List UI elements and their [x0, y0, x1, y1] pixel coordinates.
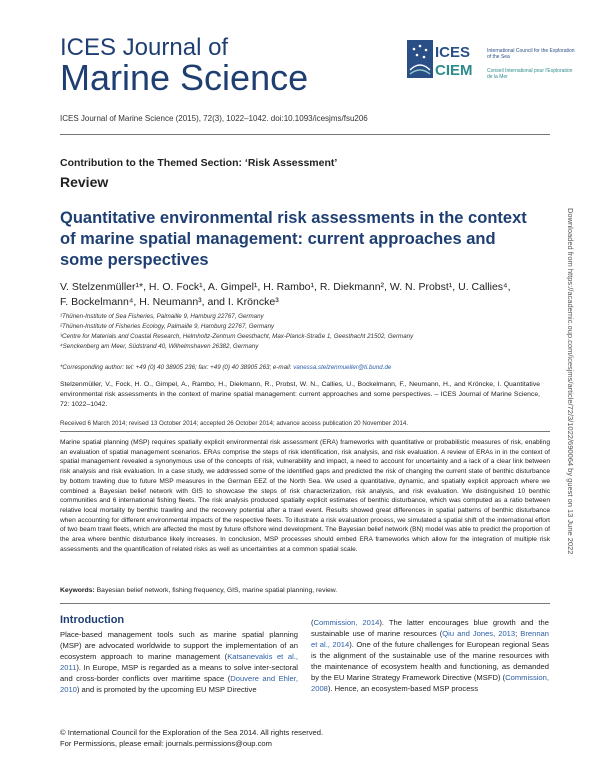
reference-link[interactable]: Commission, 2008 [311, 673, 549, 693]
correspondence-details: *Corresponding author: tel: +49 (0) 40 38905 236; fax: +49 (0) 40 38905 263; e-mail: [60, 364, 294, 371]
intro-text: ). One of the future challenges for European regional Seas is the alignment of the sustainable use of the marine resources with the maintenance of ecosystem health and functioning, as demanded by the EU Marine Strategy Framework Directive (MSFD) ( [311, 640, 549, 682]
reference-link[interactable]: Qiu and Jones, 2013 [442, 629, 516, 638]
affiliation-3: ³Centre for Materials and Coastal Research, Helmholtz-Zentrum Geesthacht, Max-Planck-Straße 1, Geesthacht 21502, Germany [60, 333, 414, 340]
intro-text: ). In Europe, MSP is regarded as a means to solve inter-sectoral and cross-border conflicts over maritime space ( [60, 663, 298, 683]
keywords-divider [60, 603, 550, 604]
reference-link[interactable]: Brennan et al., 2014 [311, 629, 549, 649]
introduction-heading: Introduction [60, 614, 125, 626]
journal-name-line2: Marine Science [60, 57, 309, 98]
keywords [60, 587, 550, 594]
author-line-2: F. Bockelmann⁴, H. Neumann³, and I. Kröncke³ [60, 296, 279, 308]
footer [60, 727, 323, 749]
abstract-divider [60, 431, 550, 432]
ices-emblem-icon [407, 40, 433, 78]
corresponding-author [60, 364, 540, 371]
abstract: Marine spatial planning (MSP) requires spatially explicit environmental risk assessment (ERA) frameworks with quantitative or probabilistic measures of risk, enabling an evaluation of spatial management scenarios. ERAs comprise the steps of risk identification, risk analysis, and risk evaluation. A review of ERAs in in the context of spatial management revealed a synonymous use of the concepts of risk, vulnerability and impact, a need to account for uncertainty and a lack of a clear link between risk analysis and risk evaluation. In a case study, we addressed some of the identified gaps and predicted the risk of changing the current state of benthic disturbance by bottom trawling due to future MSP measures in the German EEZ of the North Sea. We used a quantitative, dynamic, and spatially explicit approach where we combined a Bayesian belief network with GIS to showcase the steps of risk characterization, risk analysis, and risk evaluation. We distinguished 10 benthic communities and 6 international fishing fleets. The risk analysis produced spatially explicit estimates of benthic disturbance, which was computed as a ratio between relative local mortality by benthic trawling and the recovery potential after a trawl event. Results showed great differences in spatial patterns of benthic disturbance when accounting for different environmental impacts of the respective fleets. To illustrate a risk evaluation process, we simulated a spatial shift of the international effort of two beam trawl fleets, which are affected the most by future offshore wind development. The Bayesian belief network (BN) model was able to predict the proportion of the area where benthic disturbance likely increases. In conclusion, MSP processes should embed ERA frameworks which allow for the integration of multiple risk assessments and the quantification of related risks as well as uncertainties at a common spatial scale. [60, 439, 550, 553]
download-watermark: Downloaded from https://academic.oup.com/icesjms/article/72/3/1022/690064 by guest on 13 June 2022 [566, 208, 575, 555]
logo-ices-subtitle: International Council for the Exploration of the Sea [487, 48, 575, 60]
journal-citation: ICES Journal of Marine Science (2015), 72(3), 1022–1042. doi:10.1093/icesjms/fsu206 [60, 114, 368, 123]
affiliation-1: ¹Thünen-Institute of Sea Fisheries, Palmaille 9, Hamburg 22767, Germany [60, 313, 264, 320]
themed-section-label: Contribution to the Themed Section: ‘Risk Assessment’ [60, 157, 338, 169]
logo-ices-text: ICES [435, 44, 471, 61]
affiliation-2: ²Thünen-Institute of Fisheries Ecology, Palmaille 9, Hamburg 22767, Germany [60, 323, 275, 330]
affiliations [60, 312, 540, 352]
permissions-notice: For Permissions, please email: journals.permissions@oup.com [60, 739, 272, 748]
reference-link[interactable]: Douvere and Ehler, 2010 [60, 674, 298, 694]
intro-text: ). The latter encourages blue growth and the sustainable use of marine resources ( [311, 618, 549, 638]
ices-logo [407, 40, 577, 100]
header-divider [60, 134, 550, 135]
logo-ciem-text: CIEM [435, 62, 473, 79]
intro-text: ) and is promoted by the upcoming EU MSP Directive [76, 685, 257, 694]
logo-ciem-subtitle: Conseil International pour l'Exploration de la Mer [487, 68, 573, 80]
affiliation-4: ⁴Senckenberg am Meer, Südstrand 40, Wilhelmshaven 26382, Germany [60, 343, 259, 350]
journal-name-line1: ICES Journal of [60, 34, 229, 61]
received-dates: Received 6 March 2014; revised 13 October 2014; accepted 26 October 2014; advance access publication 20 November 2014. [60, 420, 409, 427]
correspondence-email-link[interactable]: vanessa.stelzenmueller@ti.bund.de [293, 364, 392, 371]
keywords-list: Bayesian belief network, fishing frequency, GIS, marine spatial planning, review. [96, 587, 338, 594]
intro-text: ). Hence, an ecosystem-based MSP process [327, 684, 479, 693]
intro-text: ; [515, 629, 521, 638]
intro-text: Place-based management tools such as marine spatial planning (MSP) are advocated worldwide to support the implementation of an ecosystem approach to marine management ( [60, 630, 298, 661]
intro-text: ( [311, 618, 314, 627]
article-title: Quantitative environmental risk assessments in the context of marine spatial management: current approaches and some perspectives [60, 209, 527, 269]
reference-link[interactable]: Commission, 2014 [313, 618, 380, 627]
copyright-notice: © International Council for the Exploration of the Sea 2014. All rights reserved. [60, 728, 324, 737]
author-line-1: V. Stelzenmüller¹*, H. O. Fock¹, A. Gimpel¹, H. Rambo¹, R. Diekmann², W. N. Probst¹, U. Callies⁴, [60, 281, 511, 293]
keywords-label: Keywords: [60, 587, 95, 594]
introduction-right-column [311, 617, 549, 694]
author-list [60, 280, 540, 310]
reference-link[interactable]: Katsanevakis et al., 2011 [60, 652, 298, 672]
article-type: Review [60, 174, 109, 190]
introduction-left-column [60, 629, 298, 695]
cite-as: Stelzenmüller, V., Fock, H. O., Gimpel, A., Rambo, H., Diekmann, R., Probst, W. N., Callies, U., Bockelmann, F., Neumann, H., and Kröncke, I. Quantitative environmental risk assessments in the context of marine spatial management: current approaches and some perspectives. – ICES Journal of Marine Science, 72: 1022–1042. [60, 381, 540, 408]
